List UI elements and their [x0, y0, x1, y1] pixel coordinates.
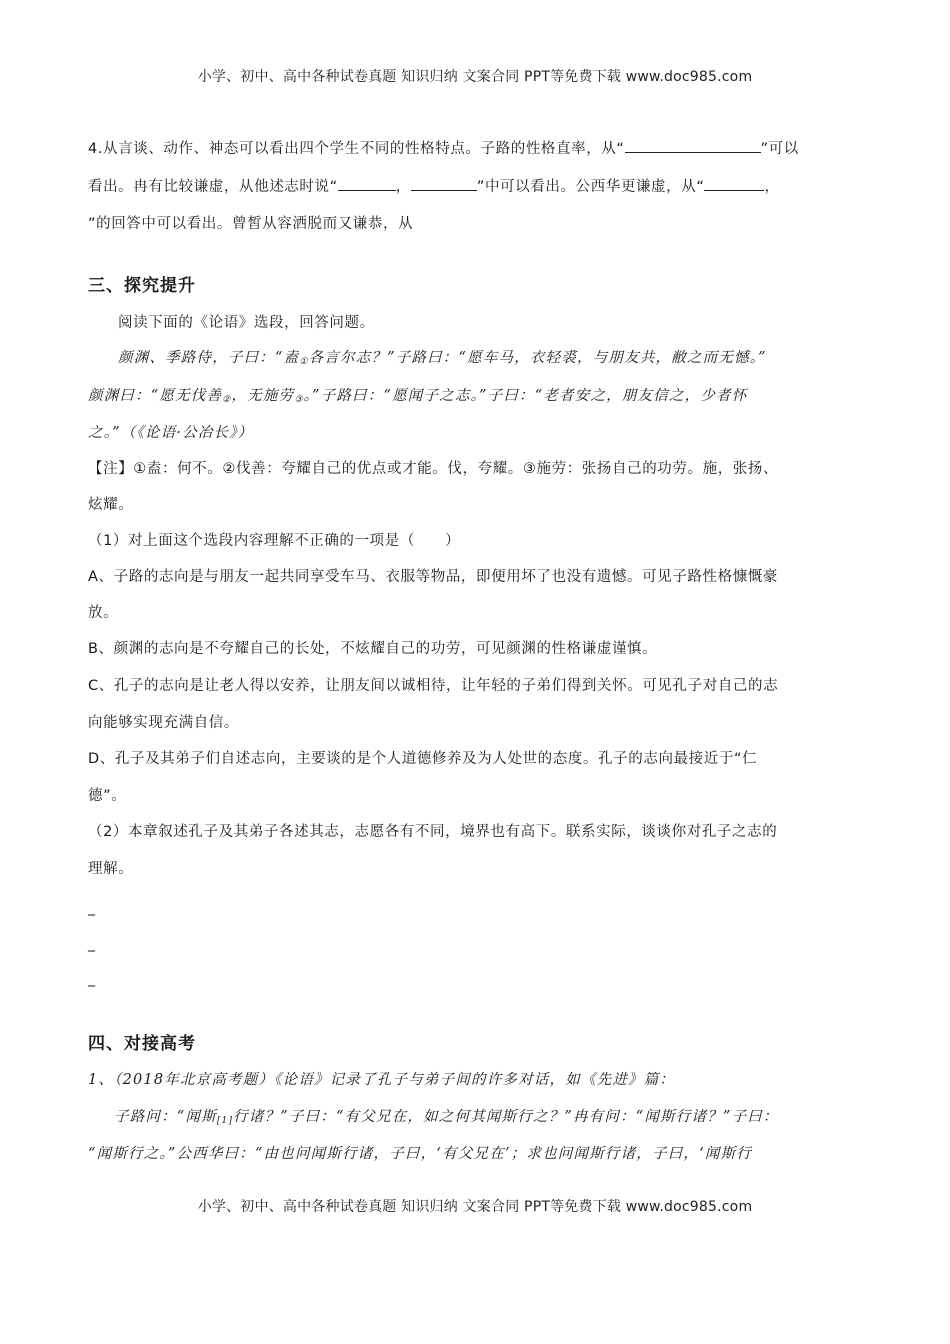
passage-text: 颜渊、季路侍，子曰：“盍: [118, 350, 300, 366]
passage-text: ，无施劳: [231, 388, 295, 404]
q4-line-3: ”的回答中可以看出。曾皙从容洒脱而又谦恭，从: [88, 216, 414, 232]
option-d-line-2: 德”。: [88, 788, 127, 804]
q4-text: ”中可以看出。公西华更谦虚，从“: [476, 179, 705, 195]
answer-blank[interactable]: [704, 176, 764, 191]
answer-line[interactable]: _: [88, 936, 95, 952]
passage-line-1: [118, 348, 898, 372]
footnote-marker: ②: [222, 395, 232, 405]
option-b[interactable]: B、颜渊的志向是不夸耀自己的长处，不炫耀自己的功劳，可见颜渊的性格谦虚谨慎。: [88, 641, 658, 657]
passage-line-3: 之。”（《论语·公冶长》）: [88, 425, 254, 441]
q4-line-2: [88, 176, 868, 197]
answer-line[interactable]: _: [88, 971, 95, 987]
note-line-2: 炫耀。: [88, 497, 134, 513]
q4-text: ，: [395, 179, 411, 195]
gaokao-passage-line-2: “闻斯行之。”公西华曰：“由也问闻斯行诸，子曰，‘有父兄在’；求也问闻斯行诸，子曰，‘闻斯行: [88, 1146, 753, 1162]
answer-blank[interactable]: [411, 176, 477, 191]
question-1: （1）对上面这个选段内容理解不正确的一项是（ ）: [88, 533, 461, 549]
option-a-line-1[interactable]: A、子路的志向是与朋友一起共同享受车马、衣服等物品，即便用坏了也没有遗憾。可见子路性格慷慨豪: [88, 569, 779, 585]
answer-blank[interactable]: [625, 138, 761, 153]
answer-line[interactable]: _: [88, 900, 95, 916]
reading-intro: 阅读下面的《论语》选段，回答问题。: [118, 315, 375, 331]
footnote-marker: [1]: [216, 1116, 234, 1126]
option-a-line-2: 放。: [88, 605, 119, 621]
page-header: 小学、初中、高中各种试卷真题 知识归纳 文案合同 PPT等免费下载 www.doc985.com: [197, 69, 753, 85]
gaokao-question-1: 1、（2018年北京高考题）《论语》记录了孔子与弟子间的许多对话，如《先进》篇：: [88, 1072, 676, 1088]
section-4-title: 四、对接高考: [88, 1034, 196, 1054]
option-c-line-2: 向能够实现充满自信。: [88, 715, 239, 731]
q4-line-1: [88, 138, 868, 159]
gaokao-passage-line-1: [114, 1107, 894, 1131]
question-2-line-1: （2）本章叙述孔子及其弟子各述其志，志愿各有不同，境界也有高下。联系实际，谈谈你对孔子之志的: [88, 824, 778, 840]
q4-text: 4.从言谈、动作、神态可以看出四个学生不同的性格特点。子路的性格直率，从“: [88, 141, 625, 157]
q4-text: ”可以: [760, 141, 799, 157]
page-footer: 小学、初中、高中各种试卷真题 知识归纳 文案合同 PPT等免费下载 www.doc985.com: [197, 1199, 753, 1215]
option-d-line-1[interactable]: D、孔子及其弟子们自述志向，主要谈的是个人道德修养及为人处世的态度。孔子的志向最接近于“仁: [88, 751, 758, 767]
passage-text: 各言尔志？”子路曰：“愿车马，衣轻裘，与朋友共，敝之而无憾。”: [308, 350, 767, 366]
passage-text: 子路问：“闻斯: [114, 1109, 217, 1125]
passage-text: 。”子路曰：“愿闻子之志。”子曰：“老者安之，朋友信之，少者怀: [303, 388, 748, 404]
option-c-line-1[interactable]: C、孔子的志向是让老人得以安养，让朋友间以诚相待，让年轻的子弟们得到关怀。可见孔子对自己的志: [88, 678, 779, 694]
question-2-line-2: 理解。: [88, 861, 134, 877]
passage-text: 颜渊曰：“愿无伐善: [88, 388, 223, 404]
passage-text: 行诸？”子曰：“有父兄在，如之何其闻斯行之？”冉有问：“闻斯行诸？”子曰：: [233, 1109, 779, 1125]
section-3-title: 三、探究提升: [88, 276, 196, 296]
passage-line-2: [88, 386, 868, 410]
q4-text: ，: [764, 179, 780, 195]
footnote-marker: ①: [299, 357, 309, 367]
q4-text: 看出。冉有比较谦虚，从他述志时说“: [88, 179, 338, 195]
note-line-1: 【注】①盍：何不。②伐善：夸耀自己的优点或才能。伐，夸耀。③施劳：张扬自己的功劳。施，张扬、: [88, 461, 779, 477]
footnote-marker: ③: [294, 395, 304, 405]
answer-blank[interactable]: [338, 176, 396, 191]
